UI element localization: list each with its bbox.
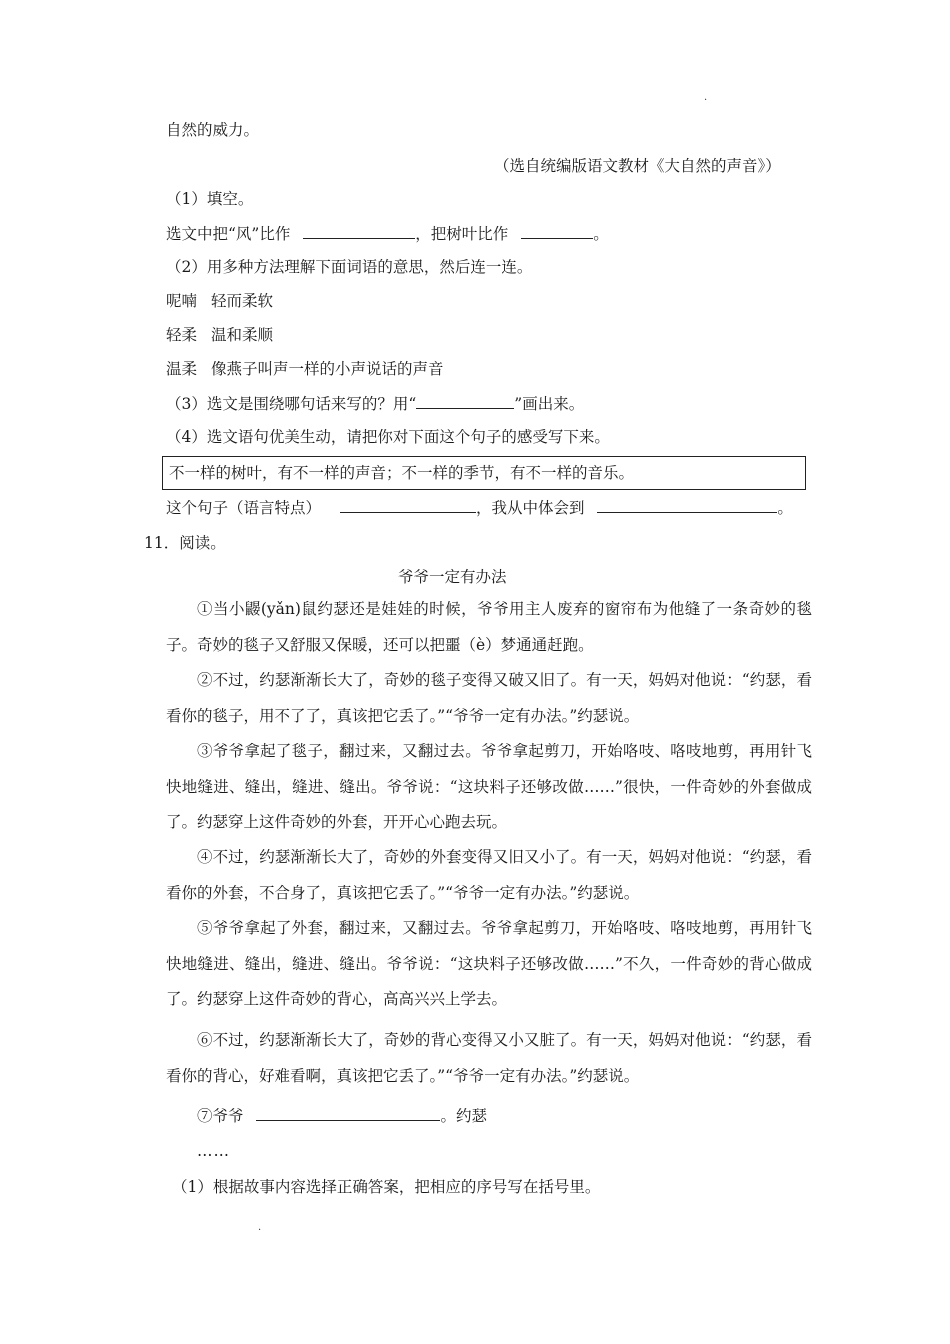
leaf-blank[interactable]: [521, 222, 593, 239]
passage-title: 爷爷一定有办法: [398, 568, 507, 586]
match-meaning[interactable]: 像燕子叫声一样的小声说话的声音: [211, 360, 444, 378]
p7-text-a: ⑦爷爷: [197, 1107, 244, 1125]
p7-blank[interactable]: [256, 1104, 440, 1121]
q4-label: （4）选文语句优美生动，请把你对下面这个句子的感受写下来。: [166, 428, 610, 446]
match-meaning[interactable]: 温和柔顺: [211, 326, 274, 344]
q3-text-b: ”画出来。: [514, 395, 585, 413]
language-feature-blank[interactable]: [340, 496, 476, 513]
match-word[interactable]: 温柔: [166, 360, 198, 378]
boxed-sentence-frame: [162, 456, 806, 490]
q3-line: [166, 392, 584, 415]
passage-paragraph: ①当小鼹(yǎn)鼠约瑟还是娃娃的时候，爷爷用主人废弃的窗帘布为他缝了一条奇妙的毯子。奇妙的毯子又舒服又保暖，还可以把噩（è）梦通通赶跑。: [166, 600, 812, 654]
q4-fill-line: [166, 496, 793, 519]
match-row: [166, 358, 444, 380]
match-meaning[interactable]: 轻而柔软: [211, 292, 274, 310]
passage-paragraph: ④不过，约瑟渐渐长大了，奇妙的外套变得又旧又小了。有一天，妈妈对他说：“约瑟，看看你的外套，不合身了，真该把它丢了。”“爷爷一定有办法。”约瑟说。: [166, 848, 812, 902]
part2-q1-label: （1）根据故事内容选择正确答案，把相应的序号写在括号里。: [172, 1178, 601, 1196]
passage-paragraph: ⑥不过，约瑟渐渐长大了，奇妙的背心变得又小又脏了。有一天，妈妈对他说：“约瑟，看看你的背心，好难看啊，真该把它丢了。”“爷爷一定有办法。”约瑟说。: [166, 1031, 812, 1085]
paragraph-7-line: [197, 1104, 487, 1127]
q4-text-b: ，我从中体会到: [475, 499, 585, 517]
q2-label: （2）用多种方法理解下面词语的意思，然后连一连。: [166, 258, 533, 276]
boxed-sentence: 不一样的树叶，有不一样的声音；不一样的季节，有不一样的音乐。: [169, 464, 635, 482]
wind-blank[interactable]: [303, 222, 415, 239]
q1-label: （1）填空。: [166, 190, 254, 208]
passage-paragraph: ②不过，约瑟渐渐长大了，奇妙的毯子变得又破又旧了。有一天，妈妈对他说：“约瑟，看看你的毯子，用不了了，真该把它丢了。”“爷爷一定有办法。”约瑟说。: [166, 671, 812, 725]
passage-paragraph: ⑤爷爷拿起了外套，翻过来，又翻过去。爷爷拿起剪刀，开始咯吱、咯吱地剪，再用针飞快地缝进、缝出，缝进、缝出。爷爷说：“这块料子还够改做……”不久，一件奇妙的背心做成了。约瑟穿上这件奇妙的背心，高高兴兴上学去。: [166, 919, 812, 1008]
q1-fill-line: [166, 222, 609, 245]
match-row: [166, 290, 273, 312]
header-dot: .: [704, 92, 708, 103]
p7-text-b: 。约瑟: [440, 1107, 487, 1125]
q3-text-a: （3）选文是围绕哪句话来写的？用“: [166, 395, 417, 413]
q4-text-a: 这个句子（语言特点）: [166, 499, 322, 517]
footer-dot: .: [258, 1222, 262, 1233]
match-word[interactable]: 轻柔: [166, 326, 198, 344]
q1-text-b: ，把树叶比作: [415, 225, 509, 243]
source-citation: （选自统编版语文教材《大自然的声音》）: [494, 157, 781, 175]
passage-paragraph: ③爷爷拿起了毯子，翻过来，又翻过去。爷爷拿起剪刀，开始咯吱、咯吱地剪，再用针飞快地缝进、缝出，缝进、缝出。爷爷说：“这块料子还够改做……”很快，一件奇妙的外套做成了。约瑟穿上这件奇妙的外套，开开心心跑去玩。: [166, 742, 812, 831]
q1-text-a: 选文中把“风”比作: [166, 225, 291, 243]
question-number: 11．阅读。: [144, 534, 226, 552]
match-word[interactable]: 呢喃: [166, 292, 198, 310]
q4-end: 。: [777, 499, 793, 517]
q1-end: 。: [593, 225, 609, 243]
underline-sample: [416, 392, 514, 409]
feeling-blank[interactable]: [597, 496, 777, 513]
continuation-line: 自然的威力。: [166, 121, 260, 139]
match-row: [166, 324, 273, 346]
ellipsis: ……: [197, 1142, 230, 1160]
